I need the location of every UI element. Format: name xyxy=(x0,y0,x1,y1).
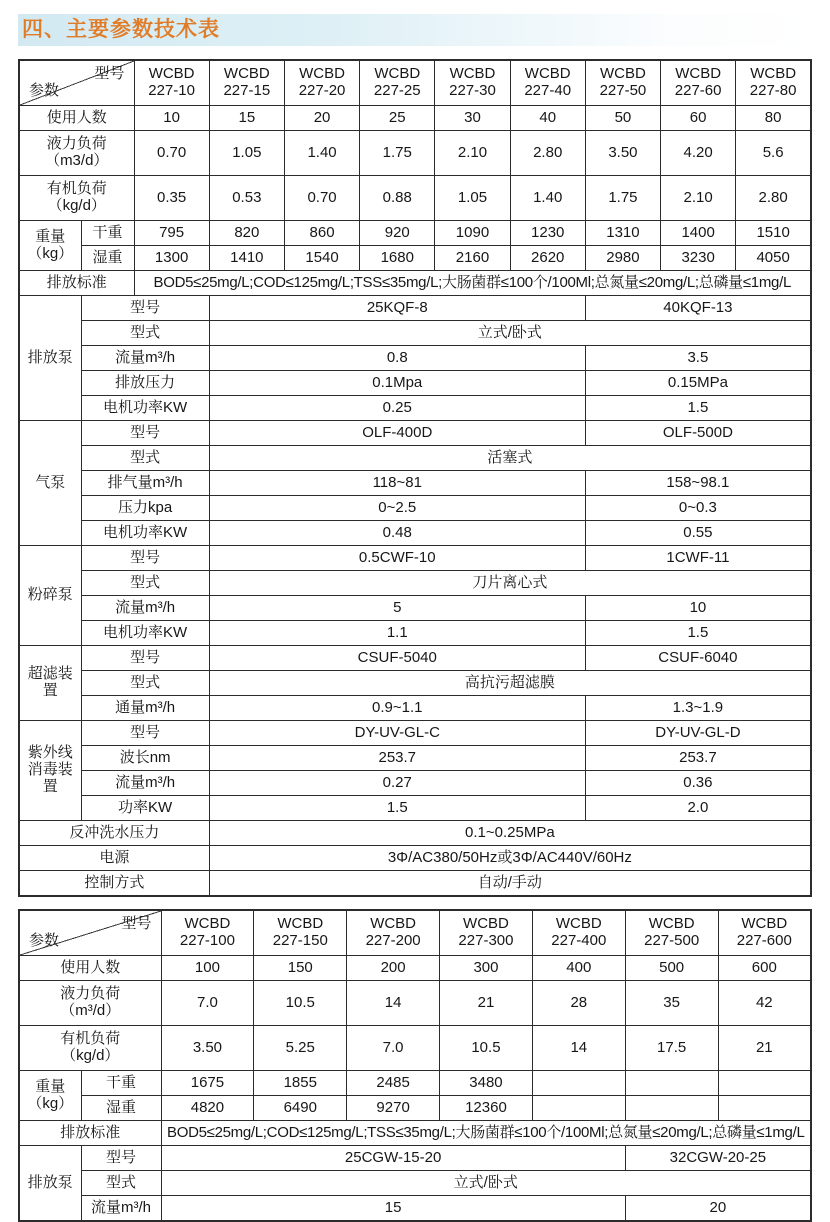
power-supply-row xyxy=(19,846,811,871)
param-label: 型式 xyxy=(81,671,209,696)
users-row xyxy=(19,956,811,981)
model-header-row xyxy=(19,60,811,106)
model-header xyxy=(532,910,625,956)
dry-weight-row xyxy=(19,221,811,246)
value-cell: 立式/卧式 xyxy=(161,1171,811,1196)
model-number: 227-500 xyxy=(644,932,700,949)
param-label: 使用人数 xyxy=(19,106,134,131)
value-cell xyxy=(625,1071,718,1096)
uv-flow-row xyxy=(19,771,811,796)
param-label: 型式 xyxy=(81,446,209,471)
model-prefix: WCBD xyxy=(370,915,417,933)
air-pump-model-row xyxy=(19,421,811,446)
label-line: 液力负荷 xyxy=(46,135,107,153)
model-prefix: WCBD xyxy=(524,65,571,83)
label-unit: （kg） xyxy=(27,244,74,262)
value-cell: 1.5 xyxy=(209,796,585,821)
param-label xyxy=(19,131,134,176)
model-number: 227-200 xyxy=(365,932,421,949)
param-label: 排放标准 xyxy=(19,1121,161,1146)
value-cell: 0.25 xyxy=(209,396,585,421)
value-cell: 1090 xyxy=(435,221,510,246)
model-header xyxy=(347,910,440,956)
section-label: 超滤装置 xyxy=(19,646,81,721)
uf-flux-row xyxy=(19,696,811,721)
value-cell xyxy=(718,1096,811,1121)
value-cell: 1CWF-11 xyxy=(585,546,811,571)
weight-label xyxy=(19,221,81,271)
param-label: 排气量m³/h xyxy=(81,471,209,496)
model-header xyxy=(661,60,736,106)
value-cell: 0.70 xyxy=(134,131,209,176)
value-cell: 40KQF-13 xyxy=(585,296,811,321)
value-cell: 0.8 xyxy=(209,346,585,371)
value-cell: 5.6 xyxy=(736,131,811,176)
value-cell: 300 xyxy=(440,956,533,981)
page-title: 四、主要参数技术表 xyxy=(18,14,812,46)
corner-header-cell xyxy=(19,60,134,106)
table-gap xyxy=(18,897,812,909)
param-label: 型号 xyxy=(81,721,209,746)
param-label: 电机功率KW xyxy=(81,521,209,546)
model-number: 227-10 xyxy=(148,82,195,99)
weight-label xyxy=(19,1071,81,1121)
value-cell: 2485 xyxy=(347,1071,440,1096)
pump-flow-row xyxy=(19,1196,811,1222)
value-cell: 2160 xyxy=(435,246,510,271)
value-cell: 1410 xyxy=(209,246,284,271)
value-cell: 0.36 xyxy=(585,771,811,796)
value-cell: 0~0.3 xyxy=(585,496,811,521)
value-cell: 1.75 xyxy=(360,131,435,176)
model-prefix: WCBD xyxy=(750,65,797,83)
pump-type-row xyxy=(19,1171,811,1196)
model-header xyxy=(254,910,347,956)
param-label: 排放标准 xyxy=(19,271,134,296)
corner-model-label: 型号 xyxy=(121,915,152,932)
value-cell: 2.80 xyxy=(510,131,585,176)
uf-model-row xyxy=(19,646,811,671)
value-cell: 1.40 xyxy=(510,176,585,221)
value-cell: 0.70 xyxy=(284,176,359,221)
value-cell: 3480 xyxy=(440,1071,533,1096)
model-prefix: WCBD xyxy=(277,915,324,933)
value-cell: 1.05 xyxy=(209,131,284,176)
standard-text: BOD5≤25mg/L;COD≤125mg/L;TSS≤35mg/L;大肠菌群≤100个/100Ml;总氮量≤20mg/L;总磷量≤1mg/L xyxy=(134,271,811,296)
value-cell: 10.5 xyxy=(440,1026,533,1071)
value-cell: 1675 xyxy=(161,1071,254,1096)
label-line: 液力负荷 xyxy=(60,985,121,1003)
value-cell: 21 xyxy=(718,1026,811,1071)
param-label: 电机功率KW xyxy=(81,396,209,421)
value-cell: 3.50 xyxy=(585,131,660,176)
value-cell: 118~81 xyxy=(209,471,585,496)
model-header xyxy=(284,60,359,106)
value-cell: 1300 xyxy=(134,246,209,271)
param-label: 型号 xyxy=(81,1146,161,1171)
label-unit: （kg/d） xyxy=(61,1047,120,1064)
pump-pressure-row xyxy=(19,371,811,396)
air-pump-pressure-row xyxy=(19,496,811,521)
value-cell: 1855 xyxy=(254,1071,347,1096)
model-number: 227-80 xyxy=(749,82,797,99)
value-cell: 600 xyxy=(718,956,811,981)
model-header xyxy=(134,60,209,106)
model-number: 227-150 xyxy=(272,932,328,949)
grinder-pump-flow-row xyxy=(19,596,811,621)
value-cell xyxy=(625,1096,718,1121)
value-cell: 21 xyxy=(440,981,533,1026)
discharge-standard-row xyxy=(19,271,811,296)
value-cell: 28 xyxy=(532,981,625,1026)
label-unit: （m3/d） xyxy=(45,152,109,169)
value-cell: 100 xyxy=(161,956,254,981)
value-cell: 3.50 xyxy=(161,1026,254,1071)
value-cell: 400 xyxy=(532,956,625,981)
param-label: 流量m³/h xyxy=(81,596,209,621)
corner-param-label: 参数 xyxy=(29,932,60,950)
value-cell xyxy=(532,1071,625,1096)
value-cell: 40 xyxy=(510,106,585,131)
value-cell: 9270 xyxy=(347,1096,440,1121)
model-header xyxy=(510,60,585,106)
value-cell: OLF-500D xyxy=(585,421,811,446)
value-cell: 自动/手动 xyxy=(209,871,811,897)
model-number: 227-400 xyxy=(551,932,607,949)
model-number: 227-40 xyxy=(524,82,572,99)
param-label: 电源 xyxy=(19,846,209,871)
model-number: 227-30 xyxy=(449,82,496,99)
model-prefix: WCBD xyxy=(184,915,231,933)
param-label: 型式 xyxy=(81,1171,161,1196)
value-cell: 30 xyxy=(435,106,510,131)
wet-weight-row xyxy=(19,1096,811,1121)
uf-type-row xyxy=(19,671,811,696)
value-cell: 3230 xyxy=(661,246,736,271)
model-number: 227-15 xyxy=(223,82,271,99)
value-cell: 20 xyxy=(625,1196,811,1222)
section-label: 紫外线消毒装置 xyxy=(19,721,81,821)
value-cell: 0.35 xyxy=(134,176,209,221)
label-line: 重量 xyxy=(35,227,66,245)
discharge-standard-row xyxy=(19,1121,811,1146)
model-header xyxy=(718,910,811,956)
spec-table-1 xyxy=(18,59,812,897)
param-label: 流量m³/h xyxy=(81,1196,161,1222)
value-cell: 4.20 xyxy=(661,131,736,176)
param-label: 反冲洗水压力 xyxy=(19,821,209,846)
value-cell: 5.25 xyxy=(254,1026,347,1071)
value-cell: 0.1Mpa xyxy=(209,371,585,396)
param-label: 湿重 xyxy=(81,1096,161,1121)
value-cell: 2620 xyxy=(510,246,585,271)
value-cell: 20 xyxy=(284,106,359,131)
model-header xyxy=(585,60,660,106)
section-label: 气泵 xyxy=(19,421,81,546)
value-cell: 17.5 xyxy=(625,1026,718,1071)
value-cell: 2.0 xyxy=(585,796,811,821)
hydraulic-load-row xyxy=(19,981,811,1026)
value-cell: 0.15MPa xyxy=(585,371,811,396)
value-cell: 32CGW-20-25 xyxy=(625,1146,811,1171)
pump-model-row xyxy=(19,1146,811,1171)
air-pump-power-row xyxy=(19,521,811,546)
model-header xyxy=(440,910,533,956)
value-cell: 立式/卧式 xyxy=(209,321,811,346)
value-cell: 158~98.1 xyxy=(585,471,811,496)
param-label xyxy=(19,1026,161,1071)
param-label: 干重 xyxy=(81,221,134,246)
value-cell: 0~2.5 xyxy=(209,496,585,521)
param-label: 通量m³/h xyxy=(81,696,209,721)
param-label: 使用人数 xyxy=(19,956,161,981)
label-line: 重量 xyxy=(35,1077,66,1095)
value-cell: 1.5 xyxy=(585,621,811,646)
value-cell: 0.1~0.25MPa xyxy=(209,821,811,846)
backwash-row xyxy=(19,821,811,846)
value-cell: 3Φ/AC380/50Hz或3Φ/AC440V/60Hz xyxy=(209,846,811,871)
model-number: 227-50 xyxy=(599,82,647,99)
value-cell: 25CGW-15-20 xyxy=(161,1146,625,1171)
value-cell: 253.7 xyxy=(585,746,811,771)
grinder-pump-power-row xyxy=(19,621,811,646)
model-header xyxy=(161,910,254,956)
param-label: 功率KW xyxy=(81,796,209,821)
organic-load-row xyxy=(19,1026,811,1071)
corner-header-cell xyxy=(19,910,161,956)
param-label: 电机功率KW xyxy=(81,621,209,646)
label-line: 有机负荷 xyxy=(60,1030,121,1048)
value-cell: 42 xyxy=(718,981,811,1026)
corner-param-label: 参数 xyxy=(29,82,60,100)
model-number: 227-25 xyxy=(373,82,421,99)
value-cell: CSUF-5040 xyxy=(209,646,585,671)
users-row xyxy=(19,106,811,131)
pump-model-row xyxy=(19,296,811,321)
value-cell: 150 xyxy=(254,956,347,981)
hydraulic-load-row xyxy=(19,131,811,176)
spec-table-2 xyxy=(18,909,812,1222)
model-number: 227-100 xyxy=(179,932,235,949)
model-header xyxy=(736,60,811,106)
value-cell: 1230 xyxy=(510,221,585,246)
value-cell: 1540 xyxy=(284,246,359,271)
value-cell: 1680 xyxy=(360,246,435,271)
pump-flow-row xyxy=(19,346,811,371)
value-cell: 35 xyxy=(625,981,718,1026)
param-label: 湿重 xyxy=(81,246,134,271)
model-header xyxy=(625,910,718,956)
grinder-pump-type-row xyxy=(19,571,811,596)
value-cell: 1.40 xyxy=(284,131,359,176)
value-cell: 80 xyxy=(736,106,811,131)
value-cell: 860 xyxy=(284,221,359,246)
uv-power-row xyxy=(19,796,811,821)
model-header-row xyxy=(19,910,811,956)
model-prefix: WCBD xyxy=(449,65,496,83)
value-cell: CSUF-6040 xyxy=(585,646,811,671)
value-cell: 60 xyxy=(661,106,736,131)
param-label: 型号 xyxy=(81,546,209,571)
value-cell: 14 xyxy=(347,981,440,1026)
value-cell: 1.5 xyxy=(585,396,811,421)
value-cell: 1510 xyxy=(736,221,811,246)
value-cell: 920 xyxy=(360,221,435,246)
value-cell: 2.10 xyxy=(661,176,736,221)
standard-text: BOD5≤25mg/L;COD≤125mg/L;TSS≤35mg/L;大肠菌群≤100个/100Ml;总氮量≤20mg/L;总磷量≤1mg/L xyxy=(161,1121,811,1146)
value-cell: 5 xyxy=(209,596,585,621)
section-label: 排放泵 xyxy=(19,296,81,421)
section-label: 排放泵 xyxy=(19,1146,81,1222)
model-number: 227-20 xyxy=(298,82,346,99)
value-cell: 活塞式 xyxy=(209,446,811,471)
label-unit: （m³/d） xyxy=(60,1002,121,1019)
value-cell xyxy=(718,1071,811,1096)
param-label: 流量m³/h xyxy=(81,771,209,796)
value-cell: DY-UV-GL-D xyxy=(585,721,811,746)
value-cell: 4820 xyxy=(161,1096,254,1121)
value-cell: 4050 xyxy=(736,246,811,271)
model-header xyxy=(209,60,284,106)
model-prefix: WCBD xyxy=(148,65,195,83)
value-cell: 14 xyxy=(532,1026,625,1071)
value-cell: 795 xyxy=(134,221,209,246)
value-cell: DY-UV-GL-C xyxy=(209,721,585,746)
value-cell: 253.7 xyxy=(209,746,585,771)
value-cell: 1.75 xyxy=(585,176,660,221)
param-label: 流量m³/h xyxy=(81,346,209,371)
value-cell: 1.05 xyxy=(435,176,510,221)
value-cell: 0.5CWF-10 xyxy=(209,546,585,571)
dry-weight-row xyxy=(19,1071,811,1096)
model-prefix: WCBD xyxy=(463,915,509,933)
value-cell: 15 xyxy=(209,106,284,131)
label-unit: （kg/d） xyxy=(47,197,106,214)
value-cell: 50 xyxy=(585,106,660,131)
value-cell: 0.9~1.1 xyxy=(209,696,585,721)
model-prefix: WCBD xyxy=(555,915,602,933)
value-cell: 25 xyxy=(360,106,435,131)
uv-wavelength-row xyxy=(19,746,811,771)
value-cell: 10 xyxy=(585,596,811,621)
value-cell: 高抗污超滤膜 xyxy=(209,671,811,696)
air-pump-type-row xyxy=(19,446,811,471)
param-label: 排放压力 xyxy=(81,371,209,396)
control-mode-row xyxy=(19,871,811,897)
air-pump-displacement-row xyxy=(19,471,811,496)
model-header xyxy=(435,60,510,106)
value-cell: 500 xyxy=(625,956,718,981)
value-cell: 7.0 xyxy=(347,1026,440,1071)
uv-model-row xyxy=(19,721,811,746)
corner-model-label: 型号 xyxy=(94,65,125,82)
param-label: 控制方式 xyxy=(19,871,209,897)
param-label: 型式 xyxy=(81,571,209,596)
param-label: 型式 xyxy=(81,321,209,346)
model-number: 227-600 xyxy=(736,932,792,949)
value-cell: 10 xyxy=(134,106,209,131)
model-prefix: WCBD xyxy=(675,65,722,83)
param-label: 压力kpa xyxy=(81,496,209,521)
value-cell: 0.53 xyxy=(209,176,284,221)
value-cell: 10.5 xyxy=(254,981,347,1026)
value-cell: 820 xyxy=(209,221,284,246)
param-label: 型号 xyxy=(81,421,209,446)
value-cell xyxy=(532,1096,625,1121)
pump-power-row xyxy=(19,396,811,421)
param-label: 波长nm xyxy=(81,746,209,771)
value-cell: 12360 xyxy=(440,1096,533,1121)
param-label xyxy=(19,981,161,1026)
value-cell: 2.80 xyxy=(736,176,811,221)
section-label: 粉碎泵 xyxy=(19,546,81,646)
pump-type-row xyxy=(19,321,811,346)
model-prefix: WCBD xyxy=(648,915,695,933)
value-cell: 15 xyxy=(161,1196,625,1222)
value-cell: 7.0 xyxy=(161,981,254,1026)
model-number: 227-60 xyxy=(674,82,722,99)
model-header xyxy=(360,60,435,106)
value-cell: 1310 xyxy=(585,221,660,246)
organic-load-row xyxy=(19,176,811,221)
label-unit: （kg） xyxy=(27,1094,74,1112)
value-cell: 1.1 xyxy=(209,621,585,646)
model-prefix: WCBD xyxy=(223,65,270,83)
grinder-pump-model-row xyxy=(19,546,811,571)
value-cell: 0.27 xyxy=(209,771,585,796)
value-cell: 3.5 xyxy=(585,346,811,371)
value-cell: 1.3~1.9 xyxy=(585,696,811,721)
value-cell: 0.48 xyxy=(209,521,585,546)
value-cell: 2.10 xyxy=(435,131,510,176)
value-cell: 25KQF-8 xyxy=(209,296,585,321)
value-cell: 6490 xyxy=(254,1096,347,1121)
param-label: 型号 xyxy=(81,296,209,321)
wet-weight-row xyxy=(19,246,811,271)
param-label xyxy=(19,176,134,221)
param-label: 干重 xyxy=(81,1071,161,1096)
model-prefix: WCBD xyxy=(374,65,421,83)
value-cell: 0.88 xyxy=(360,176,435,221)
model-prefix: WCBD xyxy=(299,65,345,83)
param-label: 型号 xyxy=(81,646,209,671)
value-cell: 1400 xyxy=(661,221,736,246)
value-cell: 2980 xyxy=(585,246,660,271)
value-cell: 刀片离心式 xyxy=(209,571,811,596)
model-number: 227-300 xyxy=(458,932,514,949)
value-cell: OLF-400D xyxy=(209,421,585,446)
value-cell: 0.55 xyxy=(585,521,811,546)
model-prefix: WCBD xyxy=(741,915,788,933)
value-cell: 200 xyxy=(347,956,440,981)
label-line: 有机负荷 xyxy=(46,180,107,198)
model-prefix: WCBD xyxy=(600,65,646,83)
